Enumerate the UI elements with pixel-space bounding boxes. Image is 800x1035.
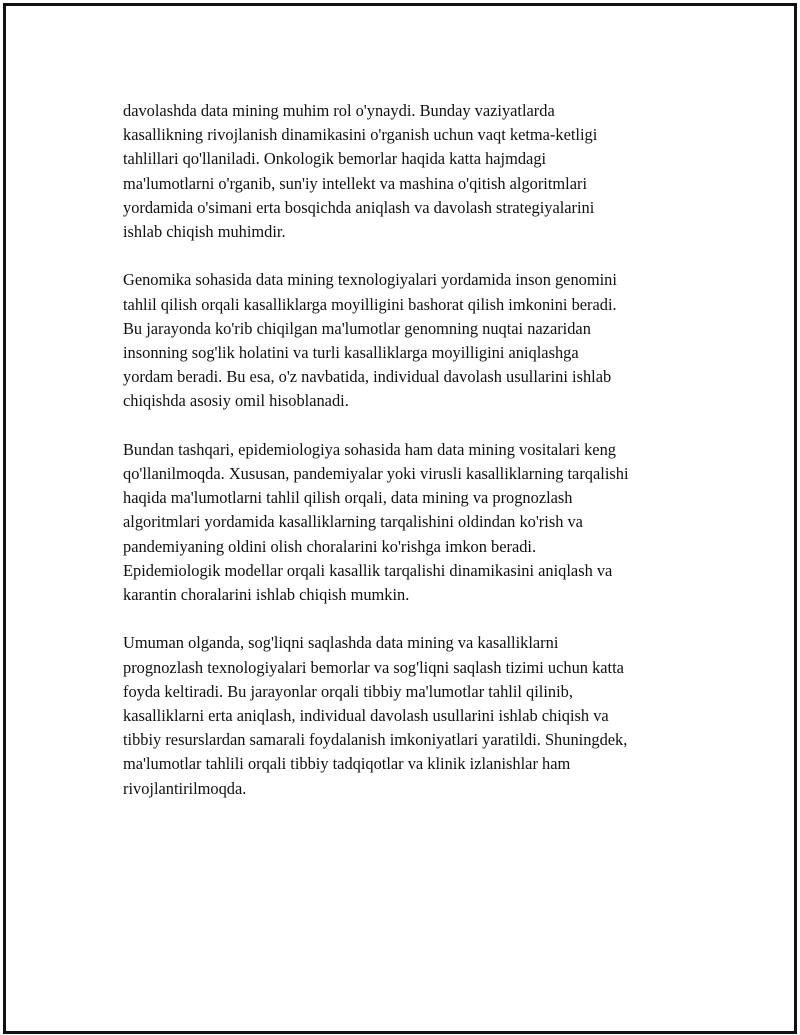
paragraph-treatment [123,99,693,244]
text-line: karantin choralarini ishlab chiqish mumkin. [123,585,410,605]
text-line: tahlillari qo'llaniladi. Onkologik bemorlar haqida katta hajmdagi [123,149,547,169]
paragraph-epidemiology [123,438,693,607]
text-line: algoritmlari yordamida kasalliklarning tarqalishini oldindan ko'rish va [123,512,583,532]
text-line: ishlab chiqish muhimdir. [123,222,286,242]
text-line: ma'lumotlarni o'rganib, sun'iy intellekt va mashina o'qitish algoritmlari [123,173,587,193]
text-line: chiqishda asosiy omil hisoblanadi. [123,391,349,411]
text-line: insonning sog'lik holatini va turli kasalliklarga moyilligini aniqlashga [123,343,579,363]
text-line: prognozlash texnologiyalari bemorlar va sog'liqni saqlash tizimi uchun katta [123,657,624,677]
text-line: Genomika sohasida data mining texnologiyalari yordamida inson genomini [123,270,617,290]
paragraph-genomics [123,268,693,413]
text-line: yordamida o'simani erta bosqichda aniqlash va davolash strategiyalarini [123,197,595,217]
text-line: Epidemiologik modellar orqali kasallik tarqalishi dinamikasini aniqlash va [123,560,613,580]
text-line: Umuman olganda, sog'liqni saqlashda data mining va kasalliklarni [123,633,559,653]
page-body [123,99,693,825]
text-line: haqida ma'lumotlarni tahlil qilish orqali, data mining va prognozlash [123,488,573,508]
text-line: davolashda data mining muhim rol o'ynaydi. Bunday vaziyatlarda [123,101,555,120]
text-line: Bundan tashqari, epidemiologiya sohasida ham data mining vositalari keng [123,439,616,459]
text-line: yordam beradi. Bu esa, o'z navbatida, individual davolash usullarini ishlab [123,367,612,387]
text-line: rivojlantirilmoqda. [123,778,247,798]
text-line: kasalliklarni erta aniqlash, individual davolash usullarini ishlab chiqish va [123,706,609,726]
text-line: kasallikning rivojlanish dinamikasini o'rganish uchun vaqt ketma-ketligi [123,125,598,145]
text-line: pandemiyaning oldini olish choralarini ko'rishga imkon beradi. [123,536,537,556]
text-line: ma'lumotlar tahlili orqali tibbiy tadqiqotlar va klinik izlanishlar ham [123,754,571,774]
text-line: foyda keltiradi. Bu jarayonlar orqali tibbiy ma'lumotlar tahlil qilinib, [123,681,573,701]
text-line: Bu jarayonda ko'rib chiqilgan ma'lumotlar genomning nuqtai nazaridan [123,318,591,338]
paragraph-conclusion [123,631,693,800]
text-line: tibbiy resurslardan samarali foydalanish imkoniyatlari yaratildi. Shuningdek, [123,730,628,750]
text-line: tahlil qilish orqali kasalliklarga moyilligini bashorat qilish imkonini beradi. [123,294,617,314]
text-line: qo'llanilmoqda. Xususan, pandemiyalar yoki virusli kasalliklarning tarqalishi [123,464,629,484]
page-frame [3,3,797,1034]
